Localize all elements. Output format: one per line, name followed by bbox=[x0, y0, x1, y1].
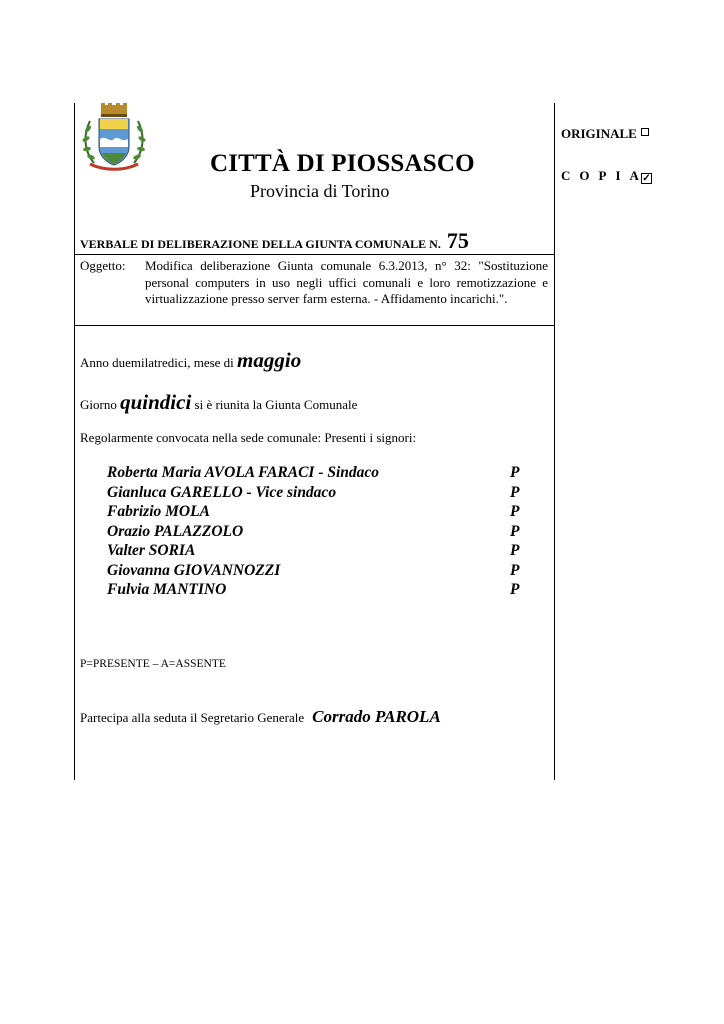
presence-legend: P=PRESENTE – A=ASSENTE bbox=[80, 658, 226, 670]
city-title: CITTÀ DI PIOSSASCO bbox=[210, 150, 475, 177]
province-subtitle: Provincia di Torino bbox=[250, 181, 390, 201]
copia-letter: A bbox=[629, 168, 639, 183]
copia-letter: C bbox=[561, 168, 571, 183]
member-name: Valter SORIA bbox=[107, 542, 196, 559]
member-status: P bbox=[510, 562, 520, 579]
member-status: P bbox=[510, 484, 520, 501]
member-status: P bbox=[510, 464, 520, 481]
copia-letter: I bbox=[615, 168, 621, 183]
giorno-line bbox=[80, 390, 357, 415]
copia-checked-icon: ✓ bbox=[642, 173, 651, 184]
secretary-text: Partecipa alla seduta il Segretario Generale bbox=[80, 710, 305, 725]
day-value: quindici bbox=[120, 390, 192, 414]
secretary-name: Corrado PAROLA bbox=[312, 707, 441, 726]
member-name: Gianluca GARELLO - Vice sindaco bbox=[107, 484, 337, 501]
member-name: Fabrizio MOLA bbox=[107, 503, 210, 520]
coat-of-arms-logo bbox=[80, 101, 148, 173]
anno-text: Anno duemilatredici, mese di bbox=[80, 355, 234, 370]
copia-letter: O bbox=[579, 168, 590, 183]
verbale-heading bbox=[80, 228, 469, 254]
member-name: Orazio PALAZZOLO bbox=[107, 523, 244, 540]
giorno-label: Giorno bbox=[80, 397, 117, 412]
member-name: Giovanna GIOVANNOZZI bbox=[107, 562, 281, 579]
member-status: P bbox=[510, 503, 520, 520]
month-value: maggio bbox=[237, 348, 302, 372]
header-divider bbox=[74, 254, 554, 255]
member-name: Roberta Maria AVOLA FARACI - Sindaco bbox=[107, 464, 380, 481]
anno-line bbox=[80, 348, 301, 373]
copia-marker bbox=[561, 168, 661, 184]
verbale-number: 75 bbox=[446, 228, 469, 253]
originale-checkbox-icon bbox=[641, 128, 649, 136]
originale-label: ORIGINALE bbox=[561, 126, 637, 141]
copia-letter: P bbox=[598, 168, 607, 183]
originale-marker bbox=[561, 126, 649, 142]
member-status: P bbox=[510, 581, 520, 598]
oggetto-label: Oggetto: bbox=[80, 258, 126, 273]
verbale-title: VERBALE DI DELIBERAZIONE DELLA GIUNTA COMUNALE N. bbox=[80, 237, 441, 251]
member-status: P bbox=[510, 542, 520, 559]
member-name: Fulvia MANTINO bbox=[107, 581, 227, 598]
oggetto-divider bbox=[74, 325, 554, 326]
convocata-line: Regolarmente convocata nella sede comunale: Presenti i signori: bbox=[80, 430, 417, 445]
frame-left-line bbox=[74, 103, 75, 780]
secretary-line bbox=[80, 707, 441, 727]
frame-right-line bbox=[554, 103, 555, 780]
giorno-text: si è riunita la Giunta Comunale bbox=[194, 397, 358, 412]
member-status: P bbox=[510, 523, 520, 540]
oggetto-text: Modifica deliberazione Giunta comunale 6.3.2013, n° 32: "Sostituzione personal computers in uso negli uffici comunali e loro remotizzazione e virtualizzazione presso server farm esterna. - Affidamento incarichi.". bbox=[145, 258, 548, 306]
